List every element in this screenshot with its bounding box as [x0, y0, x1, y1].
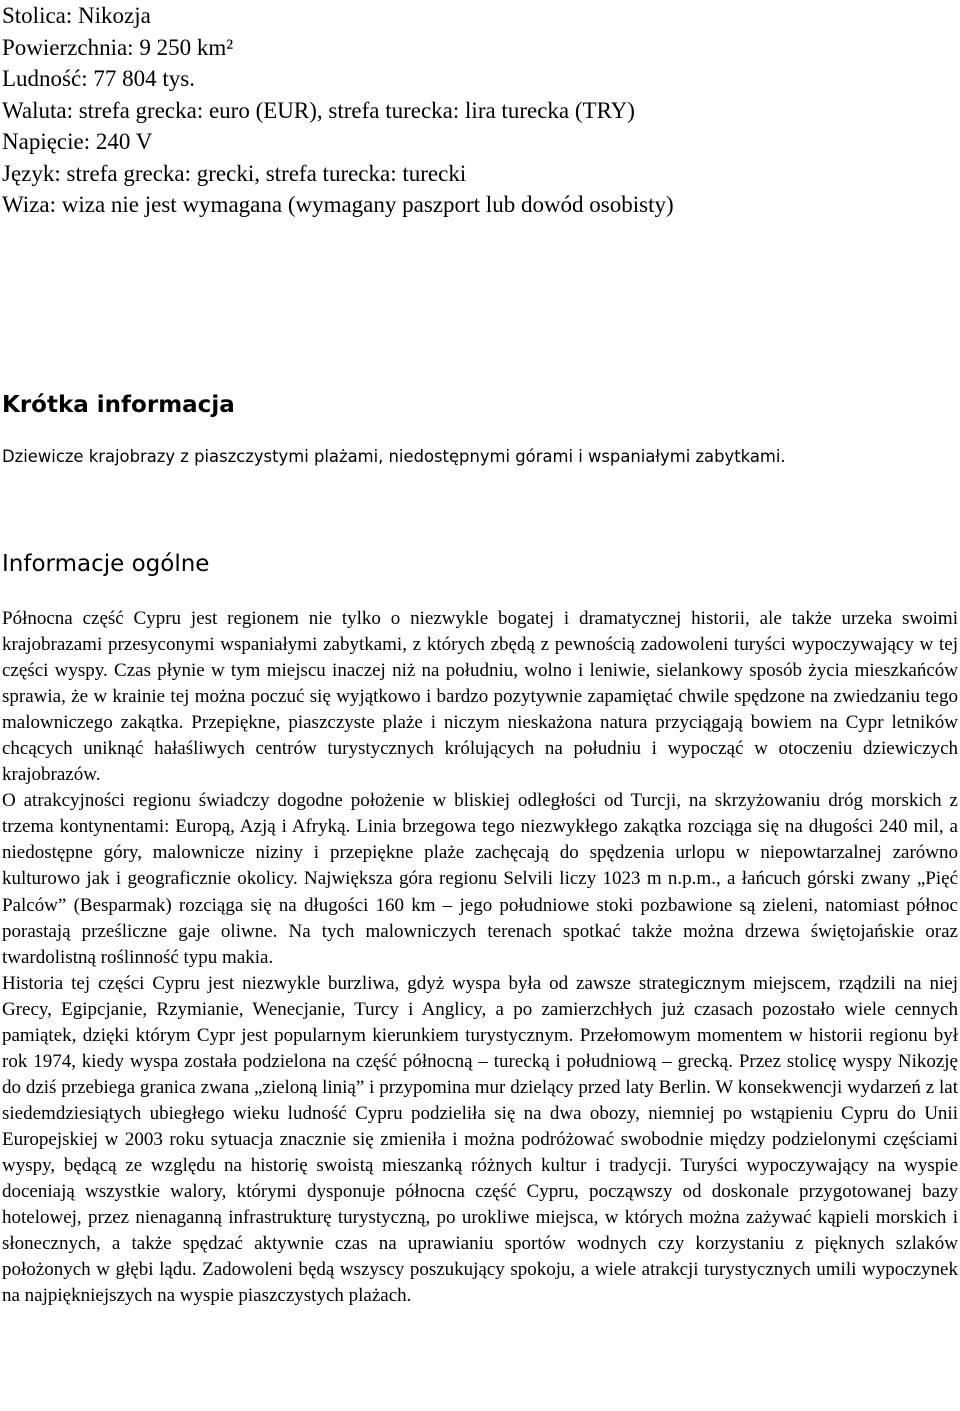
fact-language: Język: strefa grecka: grecki, strefa turecka: turecki: [2, 160, 467, 186]
fact-currency: Waluta: strefa grecka: euro (EUR), strefa turecka: lira turecka (TRY): [2, 97, 635, 123]
fact-population: Ludność: 77 804 tys.: [2, 66, 195, 91]
paragraph-history: Historia tej części Cypru jest niezwykle burzliwa, gdyż wyspa była od zawsze strategicznym miejscem, rządzili na niej Grecy, Egipcjanie, Rzymianie, Wenecjanie, Turcy i Anglicy, a po zamierzchłych już czasach pozostało wiele cennych pamiątek, dzięki którym Cypr jest popularnym kierunkiem turystycznym. Przełomowym momentem w historii regionu był rok 1974, kiedy wyspa została podzielona na część północną – turecką i południową – grecką. Przez stolicę wyspy Nikozję do dziś przebiega granica zwana „zieloną linią” i przypomina mur dzielący przed laty Berlin. W konsekwencji wydarzeń z lat siedemdziesiątych ubiegłego wieku ludność Cypru podzieliła się na dwa obozy, niemniej po wstąpieniu Cypru do Unii Europejskiej w 2003 roku sytuacja znacznie się zmieniła i można podróżować swobodnie między podzielonymi częściami wyspy, będącą ze względu na historię swoistą mieszanką różnych kultur i tradycji. Turyści wypoczywający na wyspie doceniają wszystkie walory, którymi dysponuje północna część Cypru, począwszy od doskonale przygotowanej bazy hotelowej, przez nienaganną infrastrukturę turystyczną, po urokliwe miejsca, w których można zażywać kąpieli morskich i słonecznych, a także spędzać aktywnie czas na uprawianiu sportów wodnych czy korzystaniu z pięknych szlaków położonych w głębi lądu. Zadowoleni będą wszyscy poszukujący spokoju, a wiele atrakcji turystycznych umili wypoczynek na najpiękniejszych na wyspie piaszczystych plażach.: [2, 972, 958, 1307]
summary-heading: Krótka informacja: [2, 392, 235, 418]
fact-voltage: Napięcie: 240 V: [2, 129, 153, 154]
summary-text: Dziewicze krajobrazy z piaszczystymi plażami, niedostępnymi górami i wspaniałymi zabytkami.: [2, 447, 786, 466]
fact-capital: Stolica: Nikozja: [2, 3, 151, 28]
paragraph-intro: Północna część Cypru jest regionem nie tylko o niezwykle bogatej i dramatycznej historii, ale także urzeka swoimi krajobrazami przesyconymi wspaniałymi zabytkami, z których zbędą z pewnością zadowoleni turyści wypoczywający w tej części wyspy. Czas płynie w tym miejscu inaczej niż na południu, wolno i leniwie, sielankowy sposób życia mieszkańców sprawia, że w krainie tej można poczuć się wyjątkowo i bardzo pozytywnie zapamiętać chwile spędzone na zwiedzaniu tego malowniczego zakątka. Przepiękne, piaszczyste plaże i niczym nieskażona natura przyciągają bowiem na Cypr letników chcących uniknąć hałaśliwych centrów turystycznych królujących na południu i wypocząć w otoczeniu dziewiczych krajobrazów.: [2, 608, 958, 786]
paragraph-geography: O atrakcyjności regionu świadczy dogodne położenie w bliskiej odległości od Turcji, na skrzyżowaniu dróg morskich z trzema kontynentami: Europą, Azją i Afryką. Linia brzegowa tego niezwykłego zakątka rozciąga się na długości 240 mil, a niedostępne góry, malownicze niziny i przepiękne plaże zachęcają do spędzenia urlopu w niepowtarzalnej zarówno kulturowo jak i geograficznie okolicy. Największa góra regionu Selvili liczy 1023 m n.p.m., a łańcuch górski zwany „Pięć Palców” (Besparmak) rozciąga się na długości 160 km – jego południowe stoki pozbawione są zieleni, natomiast północ porastają prześliczne gaje oliwne. Na tych malowniczych terenach spotkać także można drzewa świętojańskie oraz twardolistną roślinność typu makia.: [2, 790, 958, 968]
general-heading: Informacje ogólne: [2, 551, 210, 577]
general-info-body: [2, 606, 958, 1309]
fact-visa: Wiza: wiza nie jest wymagana (wymagany paszport lub dowód osobisty): [2, 192, 674, 217]
facts-list: [2, 0, 952, 221]
fact-area: Powierzchnia: 9 250 km²: [2, 34, 234, 60]
